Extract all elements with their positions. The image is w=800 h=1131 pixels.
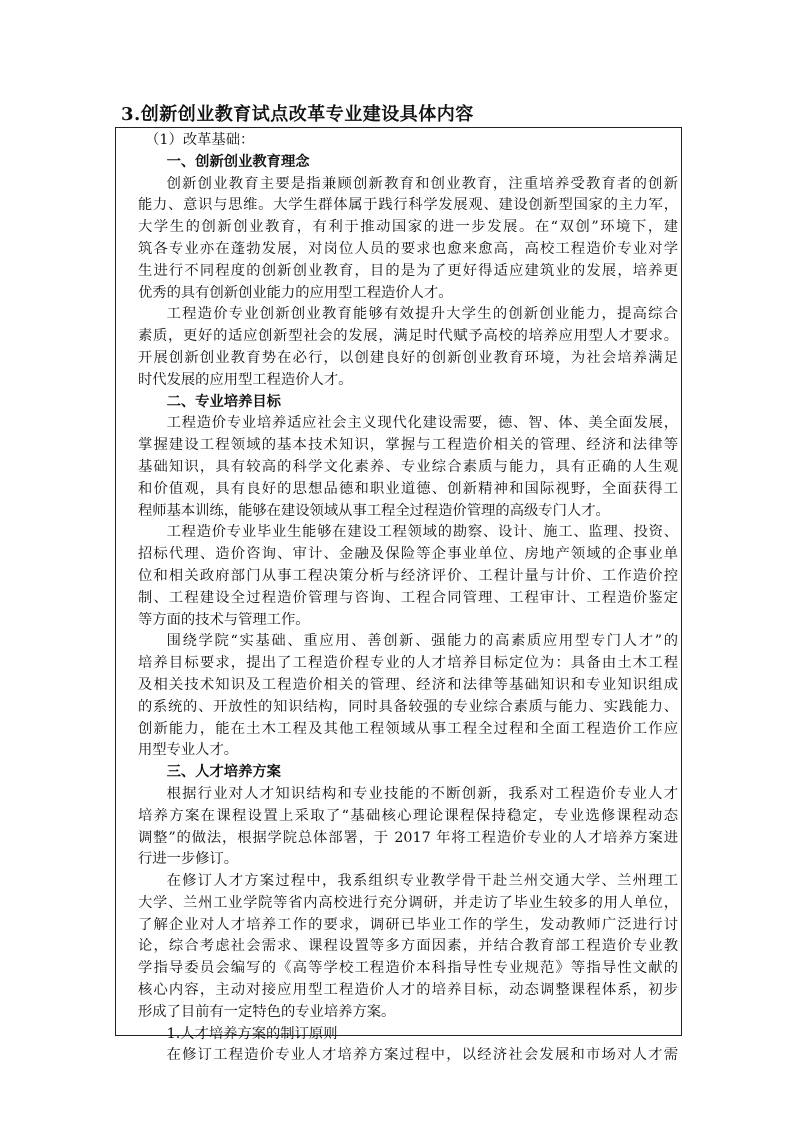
text-line: 等方面的技术与管理工作。 — [138, 611, 310, 628]
text-line: 工程造价专业创新创业教育能够有效提升大学生的创新创业能力，提高综合 — [166, 306, 678, 323]
text-line: 学指导委员会编写的《高等学校工程造价本科指导性专业规范》等指导性文献的 — [138, 960, 678, 977]
paragraph — [138, 522, 678, 631]
section-3 — [138, 762, 678, 1024]
text-line: 培养目标要求，提出了工程造价程专业的人才培养目标定位为：具备由土木工程 — [138, 655, 678, 672]
paragraph — [138, 871, 678, 1024]
paragraph — [138, 413, 678, 522]
paragraph — [138, 784, 678, 871]
text-line: 了解企业对人才培养工作的要求，调研已毕业工作的学生，发动教师广泛进行讨 — [138, 916, 678, 933]
text-line: 工程造价专业培养适应社会主义现代化建设需要，德、智、体、美全面发展， — [166, 415, 678, 432]
section-2 — [138, 392, 678, 763]
reform-basis-label: （1）改革基础： — [145, 132, 255, 148]
text-line: 开展创新创业教育势在必行，以创建良好的创新创业教育环境，为社会培养满足 — [138, 349, 678, 366]
text-line: 及相关技术知识及工程造价相关的管理、经济和法律等基础知识和专业知识组成 — [138, 676, 678, 693]
text-line: 形成了目前有一定特色的专业培养方案。 — [138, 1003, 396, 1020]
section-title: 二、专业培养目标 — [166, 393, 281, 410]
text-line: 生进行不同程度的创新创业教育，目的是为了更好得适应建筑业的发展，培养更 — [138, 262, 678, 279]
text-line: 的系统的、开放性的知识结构，同时具备较强的专业综合素质与能力、实践能力、 — [138, 698, 678, 715]
text-line: 能力、意识与思维。大学生群体属于践行科学发展观、建设创新型国家的主力军， — [138, 197, 678, 214]
last-line: 在修订工程造价专业人才培养方案过程中，以经济社会发展和市场对人才需 — [166, 1047, 678, 1064]
text-line: 素质，更好的适应创新型社会的发展，满足时代赋予高校的培养应用型人才要求。 — [138, 328, 678, 345]
text-line: 培养方案在课程设置上采取了“基础核心理论课程保持稳定，专业选修课程动态 — [138, 807, 678, 824]
paragraph — [138, 631, 678, 762]
text-line: 论，综合考虑社会需求、课程设置等多方面因素，并结合教育部工程造价专业教 — [138, 938, 678, 955]
text-line: 用型专业人才。 — [138, 742, 239, 759]
text-line: 核心内容，主动对接应用型工程造价人才的培养目标，动态调整课程体系，初步 — [138, 982, 678, 999]
paragraph — [138, 174, 678, 305]
text-line: 调整”的做法，根据学院总体部署，于 2017 年将工程造价专业的人才培养方案进 — [138, 829, 678, 846]
text-line: 优秀的具有创新创业能力的应用型工程造价人才。 — [138, 284, 453, 301]
text-line: 时代发展的应用型工程造价人才。 — [138, 371, 353, 388]
text-line: 程师基本训练，能够在建设领域从事工程全过程造价管理的高级专门人才。 — [138, 502, 610, 519]
section-1 — [138, 152, 678, 392]
text-line: 掌握建设工程领域的基本技术知识，掌握与工程造价相关的管理、经济和法律等 — [138, 437, 678, 454]
text-line: 围绕学院“实基础、重应用、善创新、强能力的高素质应用型专门人才”的 — [166, 633, 678, 650]
text-line: 根据行业对人才知识结构和专业技能的不断创新，我系对工程造价专业人才 — [166, 785, 678, 802]
text-line: 工程造价专业毕业生能够在建设工程领域的勘察、设计、施工、监理、投资、 — [166, 524, 678, 541]
text-line: 筑各专业亦在蓬勃发展，对岗位人员的要求也愈来愈高，高校工程造价专业对学 — [138, 240, 678, 257]
text-line: 和价值观，具有良好的思想品德和职业道德、创新精神和国际视野，全面获得工 — [138, 480, 678, 497]
document-title: 3.创新创业教育试点改革专业建设具体内容 — [121, 104, 474, 125]
text-line: 大学、兰州工业学院等省内高校进行充分调研，并走访了毕业生较多的用人单位， — [138, 894, 678, 911]
paragraph — [138, 304, 678, 391]
text-line: 创新能力，能在土木工程及其他工程领域从事工程全过程和全面工程造价工作应 — [138, 720, 678, 737]
sections — [138, 152, 678, 1024]
text-line: 基础知识，具有较高的科学文化素养、专业综合素质与能力，具有正确的人生观 — [138, 458, 678, 475]
text-line: 在修订人才方案过程中，我系组织专业教学骨干赴兰州交通大学、兰州理工 — [166, 873, 678, 890]
text-line: 大学生的创新创业教育，有利于推动国家的进一步发展。在“双创”环境下，建 — [138, 219, 678, 236]
text-line: 位和相关政府部门从事工程决策分析与经济评价、工程计量与计价、工作造价控 — [138, 567, 678, 584]
content-table-cell — [115, 127, 682, 1064]
text-line: 创新创业教育主要是指兼顾创新教育和创业教育，注重培养受教育者的创新 — [166, 175, 678, 192]
section-title: 三、人才培养方案 — [166, 764, 281, 781]
content-body — [138, 130, 678, 1067]
section-title: 一、创新创业教育理念 — [166, 153, 310, 170]
subheading-principles: 1.人才培养方案的制订原则 — [166, 1025, 338, 1042]
text-line: 制、工程建设全过程造价管理与咨询、工程合同管理、工程审计、工程造价鉴定 — [138, 589, 678, 606]
text-line: 招标代理、造价咨询、审计、金融及保险等企事业单位、房地产领域的企事业单 — [138, 546, 678, 563]
text-line: 行进一步修订。 — [138, 851, 239, 868]
